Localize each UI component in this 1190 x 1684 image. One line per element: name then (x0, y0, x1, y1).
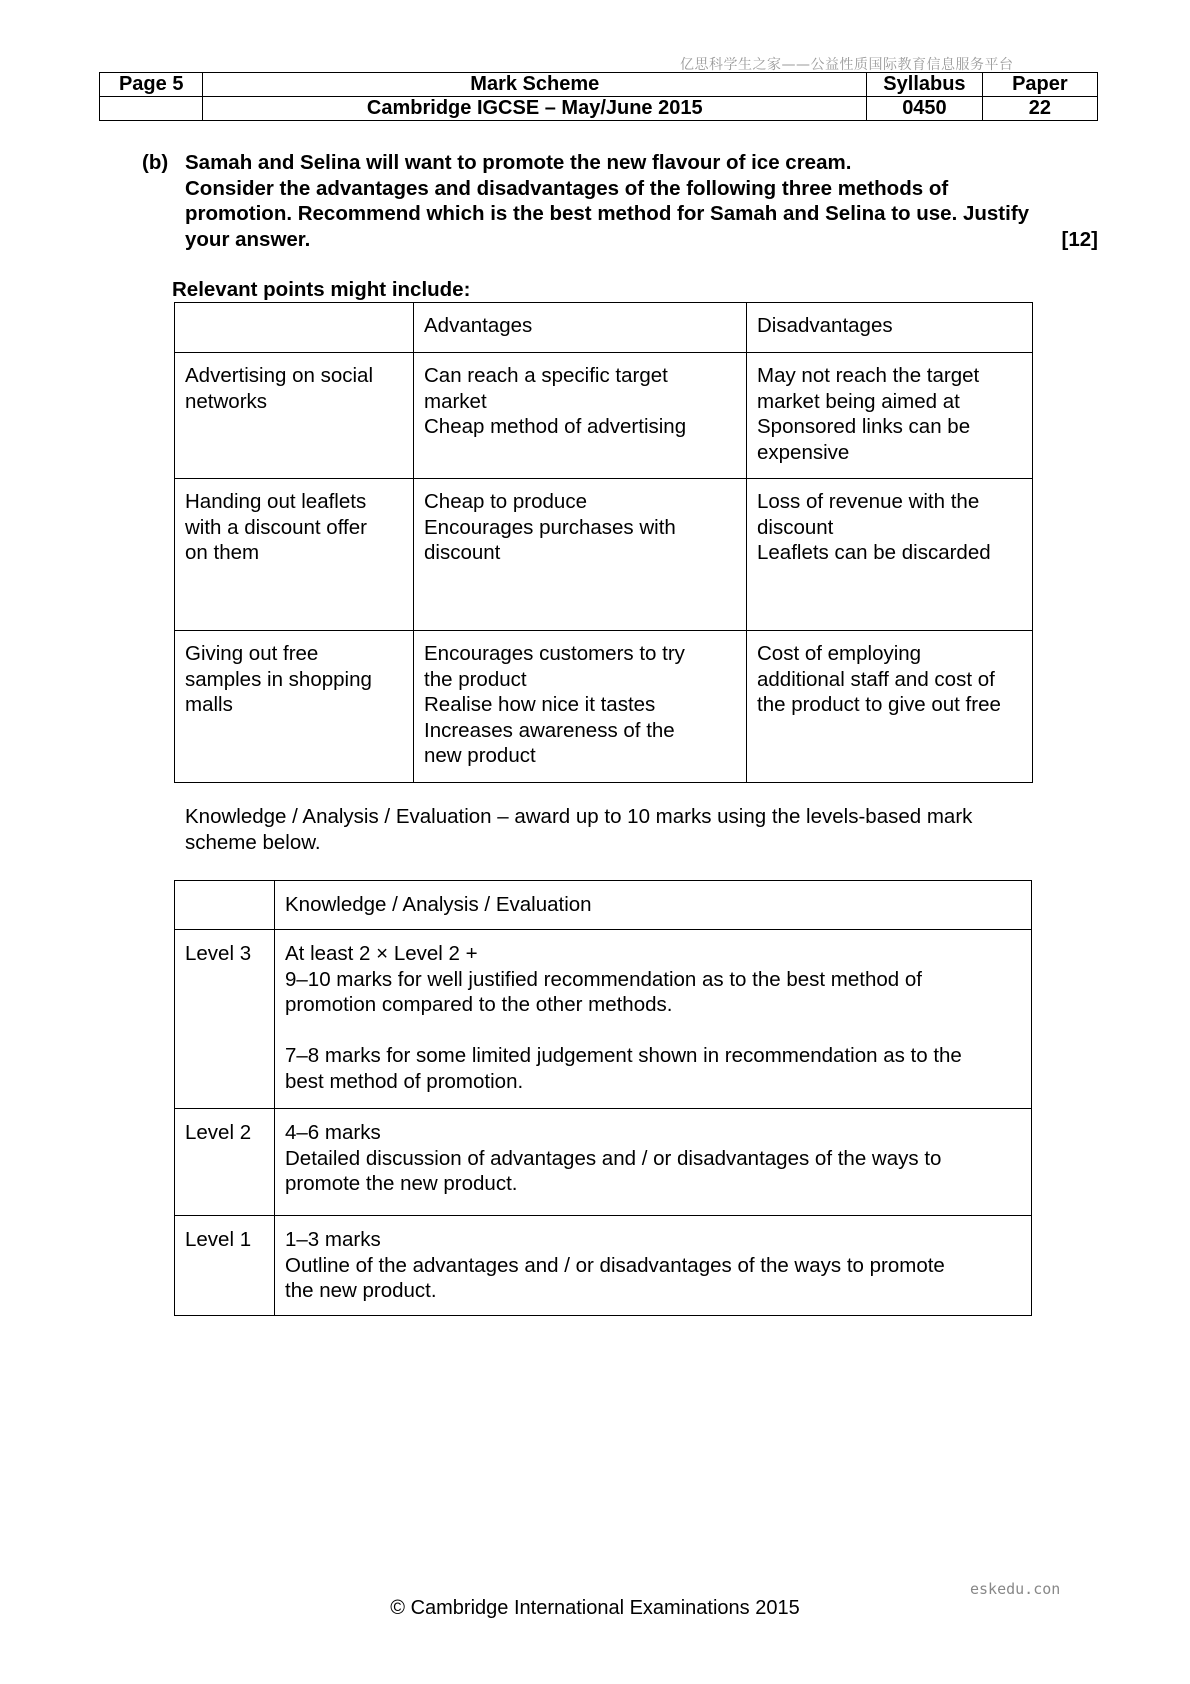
table-header-row (175, 303, 1033, 353)
cell-line: Encourages customers to try (424, 642, 685, 665)
paragraph-line: scheme below. (185, 830, 321, 854)
cell-line: new product (424, 744, 536, 767)
cell-line: Encourages purchases with (424, 515, 676, 539)
cell-line: samples in shopping (185, 667, 372, 691)
table-row (175, 930, 1032, 1109)
advantages-table (174, 302, 1033, 783)
watermark-top: 亿思科学生之家——公益性质国际教育信息服务平台 (680, 57, 1014, 73)
question-last-line: your answer. (185, 227, 311, 251)
cell-line: malls (185, 693, 233, 716)
question-line: Samah and Selina will want to promote the new flavour of ice cream. (185, 151, 852, 174)
cell-line: Sponsored links can be (757, 415, 971, 438)
cell-line: expensive (757, 440, 850, 464)
advantages-cell (414, 631, 747, 783)
disadvantages-cell (747, 631, 1033, 783)
kae-paragraph (185, 804, 1065, 855)
level-label: Level 1 (175, 1216, 275, 1316)
question-label: (b) (142, 151, 169, 174)
cell-line: Loss of revenue with the (757, 490, 980, 513)
levels-table (174, 880, 1032, 1316)
exam-name: Cambridge IGCSE – May/June 2015 (203, 97, 867, 121)
header-empty-cell (100, 97, 203, 121)
copyright-footer: © Cambridge International Examinations 2015 (390, 1597, 800, 1619)
cell-line: Leaflets can be discarded (757, 541, 991, 564)
table-row (175, 479, 1033, 631)
watermark-bottom: eskedu.con (970, 1580, 1061, 1598)
table-row (175, 1109, 1032, 1216)
cell-line: with a discount offer (185, 515, 367, 539)
cell-line: discount (424, 541, 501, 564)
page-number: Page 5 (100, 73, 203, 97)
syllabus-value: 0450 (867, 97, 983, 121)
cell-line: 4–6 marks (285, 1121, 381, 1144)
method-cell (175, 353, 414, 479)
cell-line: market being aimed at (757, 389, 960, 413)
table-row (175, 1216, 1032, 1316)
cell-line: 7–8 marks for some limited judgement shown in recommendation as to the (285, 1044, 962, 1067)
cell-line: promotion compared to the other methods. (285, 993, 673, 1016)
cell-line: best method of promotion. (285, 1069, 524, 1093)
table-row (175, 631, 1033, 783)
relevant-heading: Relevant points might include: (172, 278, 471, 301)
level-header-empty (175, 881, 275, 930)
disadvantages-cell (747, 479, 1033, 631)
cell-line: Can reach a specific target (424, 364, 668, 387)
cell-line: Outline of the advantages and / or disadvantages of the ways to promote (285, 1253, 945, 1277)
advantages-cell (414, 479, 747, 631)
cell-line: networks (185, 389, 268, 413)
spacer (285, 1018, 1021, 1044)
disadvantages-cell (747, 353, 1033, 479)
cell-line: Increases awareness of the (424, 718, 675, 742)
cell-line: promote the new product. (285, 1172, 518, 1195)
level-label: Level 3 (175, 930, 275, 1109)
cell-line: 9–10 marks for well justified recommendation as to the best method of (285, 967, 922, 991)
cell-line: Advertising on social (185, 364, 374, 387)
method-cell (175, 479, 414, 631)
paragraph-line: Knowledge / Analysis / Evaluation – award up to 10 marks using the levels-based mark (185, 805, 973, 828)
cell-line: Giving out free (185, 642, 319, 665)
cell-line: 1–3 marks (285, 1228, 381, 1251)
header-cell-advantages: Advantages (414, 303, 747, 353)
question-marks: [12] (1061, 227, 1098, 251)
paper-label: Paper (982, 73, 1097, 97)
header-table (99, 72, 1098, 121)
level-description (275, 930, 1032, 1109)
cell-line: Cheap to produce (424, 490, 587, 513)
cell-line: on them (185, 541, 260, 564)
method-cell (175, 631, 414, 783)
header-cell-disadvantages: Disadvantages (747, 303, 1033, 353)
level-description (275, 1216, 1032, 1316)
cell-line: Cost of employing (757, 642, 922, 665)
advantages-cell (414, 353, 747, 479)
header-title: Mark Scheme (203, 73, 867, 97)
table-row (175, 353, 1033, 479)
question-text (185, 150, 1098, 252)
table-header-row (175, 881, 1032, 930)
cell-line: the product to give out free (757, 693, 1001, 716)
level-label: Level 2 (175, 1109, 275, 1216)
syllabus-label: Syllabus (867, 73, 983, 97)
level-description (275, 1109, 1032, 1216)
cell-line: the new product. (285, 1279, 437, 1302)
cell-line: Handing out leaflets (185, 490, 367, 513)
cell-line: Realise how nice it tastes (424, 693, 656, 716)
question-line: Consider the advantages and disadvantages of the following three methods of (185, 176, 949, 200)
cell-line: additional staff and cost of (757, 667, 995, 691)
cell-line: At least 2 × Level 2 + (285, 942, 478, 965)
level-header: Knowledge / Analysis / Evaluation (275, 881, 1032, 930)
question-line (185, 227, 1098, 253)
cell-line: Detailed discussion of advantages and / or disadvantages of the ways to (285, 1146, 942, 1170)
cell-line: the product (424, 667, 527, 691)
cell-line: Cheap method of advertising (424, 415, 687, 438)
cell-line: market (424, 389, 487, 413)
question-line: promotion. Recommend which is the best method for Samah and Selina to use. Justify (185, 202, 1030, 225)
cell-line: discount (757, 515, 834, 539)
paper-value: 22 (982, 97, 1097, 121)
header-cell-empty (175, 303, 414, 353)
cell-line: May not reach the target (757, 364, 980, 387)
